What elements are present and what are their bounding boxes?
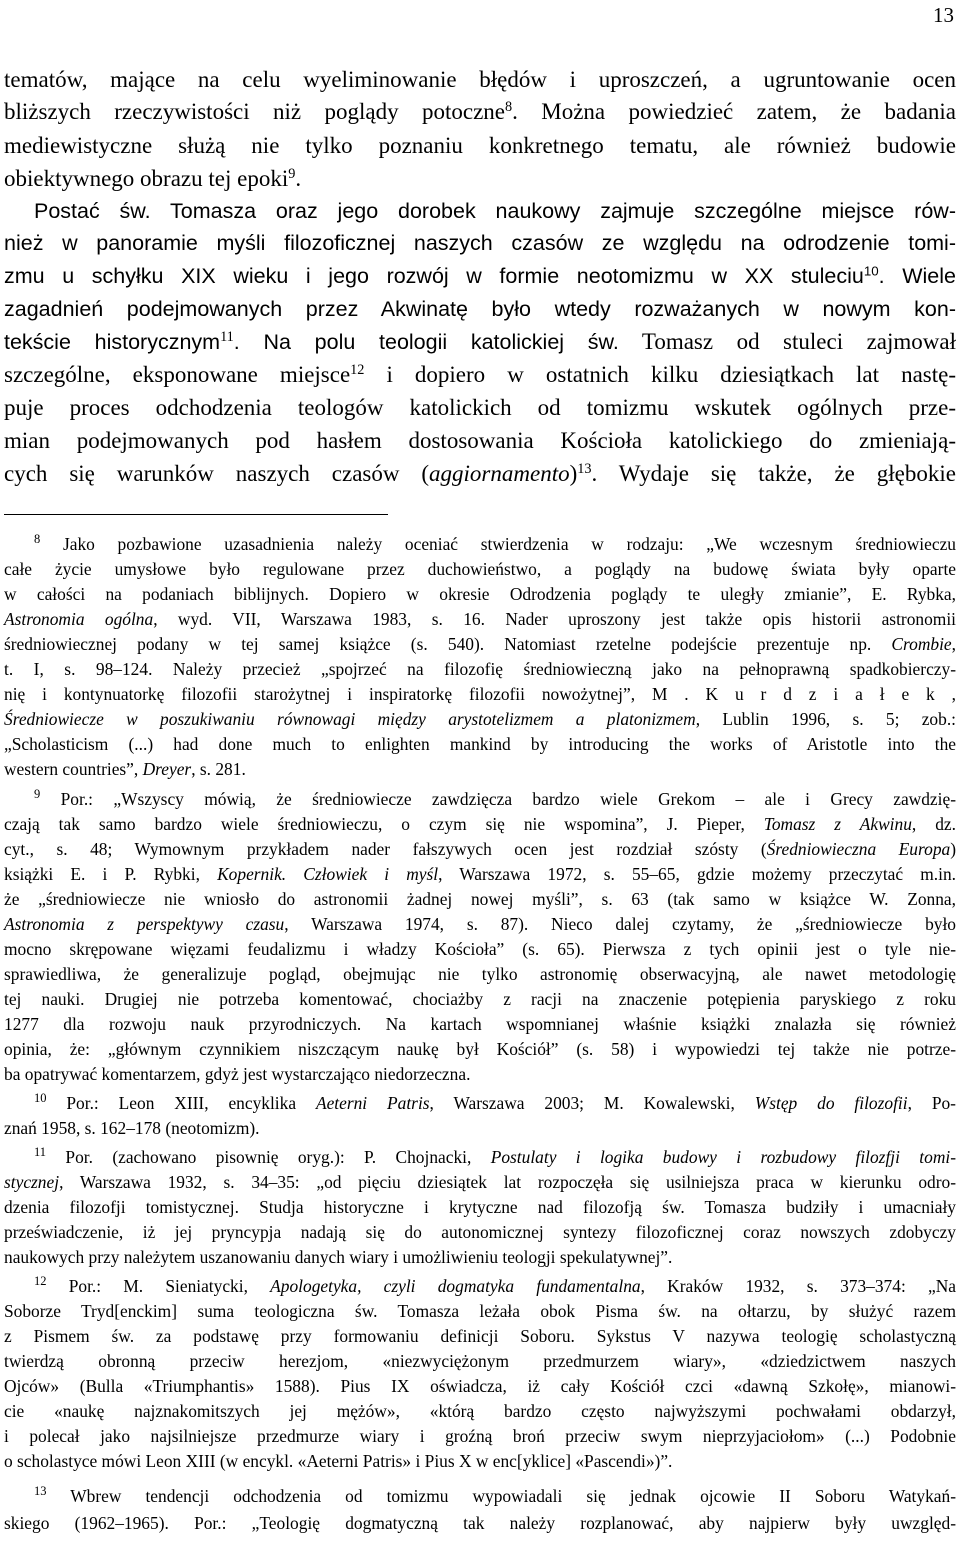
text-run: cych się warunków naszych czasów (: [4, 461, 430, 486]
footnote-line: [4, 658, 956, 681]
text-run: średniowiecznej podany w tej samej książce (s. 540). Natomiast rzetelne podejście prezentuje np.: [4, 634, 872, 654]
text-run: Por.: Leon XIII, encyklika: [66, 1093, 316, 1113]
text-run: Por. (zachowano pisownię oryg.): P. Chojnacki,: [65, 1147, 491, 1167]
text-run: , Warszawa 1972, s. 55–65, gdzie możemy przeczytać m.in.: [438, 864, 957, 884]
text-run: całe życie umysłowe było regulowane przez duchowieństwo, a poglądy na budowę świata były oparte: [4, 559, 956, 579]
footnote-line: [4, 758, 956, 781]
text-run: nię i kontynuatorkę filozofii starożytnej i inspiratorkę filozofii nowożytnej”, M . K u r d z i a ł e k ,: [4, 684, 956, 704]
body-line: [4, 359, 956, 390]
footnote-ref: 10: [863, 263, 879, 279]
italic-title: Średniowieczna Europa: [766, 839, 951, 859]
body-line: [34, 196, 956, 227]
text-run: Postać św. Tomasza oraz jego dorobek naukowy zajmuje szczególne miejsce rów-: [34, 199, 956, 223]
text-run: , Warszawa 1932, s. 34–35: „od pięciu dziesiątek lat rozpoczęła się usilniejsza praca w kierunku odro-: [59, 1172, 956, 1192]
footnote-line: [4, 1300, 956, 1323]
page-number: 13: [933, 3, 954, 27]
footnote-line: [4, 1375, 956, 1398]
italic-title: stycznej: [4, 1172, 60, 1192]
body-line: [4, 130, 956, 161]
text-run: tematów, mające na celu wyeliminowanie błędów i uproszczeń, a ugruntowanie ocen: [4, 67, 956, 92]
text-run: . Wiele: [878, 264, 956, 288]
text-run: zagadnień podejmowanych przez Akwinatę było wtedy rozważanych w nowym kon-: [4, 297, 956, 321]
text-run: ): [569, 461, 578, 486]
text-run: o scholastyce mówi Leon XIII (w encykl. «Aeterni Patris» i Pius X w enc[yklice] «Pascendi»)”.: [4, 1451, 673, 1471]
text-run: w całości na podaniach biblijnych. Dopiero w okresie Odrodzenia poglądy te uległy zmianie”, E. Rybka,: [4, 584, 956, 604]
footnote-11: 11 Por. (zachowano pisownię oryg.): P. Chojnacki, Postulaty i logika budowy i rozbudowy filozfji tomi-: [34, 1145, 957, 1167]
footnote-line: [4, 1013, 956, 1036]
text-run: skiego (1962–1965). Por.: „Teologię dogmatyczną tak należy rozplanować, aby najpierw były uwzględ-: [4, 1513, 956, 1533]
body-line: [4, 228, 956, 259]
text-run: nież w panoramie myśli filozoficznej naszych czasów ze względu na odrodzenie tomi-: [4, 231, 956, 255]
footnote-line: [4, 1512, 956, 1535]
footnote-8: 8 Jako pozbawione uzasadnienia należy oceniać stwierdzenia w rodzaju: „We wczesnym średniowieczu: [34, 532, 956, 554]
italic-title: Tomasz z Akwinu: [763, 814, 912, 834]
text-run: opinia, że: „głównym czynnikiem niszczącym naukę był Kościół” (s. 58) i wypowiedzi tej także nie potrze-: [4, 1039, 956, 1059]
text-run: Tomasz od stuleci zajmował: [618, 329, 956, 354]
footnote-ref: 12: [350, 362, 365, 379]
footnote-line: [4, 838, 956, 861]
footnote-line: [4, 633, 956, 656]
body-line: [4, 458, 956, 489]
text-run: 1277 dla rozwoju nauk przyrodniczych. Na kartach wspomnianej właśnie książki znalazła się również: [4, 1014, 956, 1034]
body-line: [4, 261, 956, 292]
text-run: . Na polu teologii katolickiej św.: [233, 330, 619, 354]
italic-title: Crombie: [891, 634, 952, 654]
text-run: western countries”,: [4, 759, 143, 779]
footnote-12: 12 Por.: M. Sieniatycki, Apologetyka, czyli dogmatyka fundamentalna, Kraków 1932, s. 373–374: „Na: [34, 1274, 956, 1296]
text-run: puje proces odchodzenia teologów katolickich od tomizmu wskutek ogólnych prze-: [4, 395, 956, 420]
footnote-line: [4, 813, 956, 836]
text-run: , dz.: [911, 814, 956, 834]
text-run: tej nauki. Drugiej nie potrzeba komentować, chociażby z racji na znaczenie potępienia paryskiego z roku: [4, 989, 956, 1009]
footnote-line: [4, 608, 956, 631]
footnote-line: [4, 1063, 956, 1086]
italic-title: Aeterni Patris: [315, 1093, 430, 1113]
text-run: ): [950, 839, 957, 859]
footnote-13: 13 Wbrew tendencji odchodzenia od tomizmu wypowiadali się jednak ojcowie II Soboru Watykań-: [34, 1484, 956, 1506]
text-run: dzenia filozofji tomistycznej. Studja historyczne i krytyczne nad filozofją św. Tomasza budziły i umacniały: [4, 1197, 956, 1217]
text-run: cie «naukę najznakomitszych jej mężów», «którą bardzo często najwyższymi pochwałami obdarzył,: [4, 1401, 956, 1421]
text-run: bliższych rzeczywistości niż poglądy potoczne: [4, 99, 506, 124]
text-run: , s. 281.: [191, 759, 246, 779]
italic-term: aggiornamento: [429, 461, 570, 486]
footnote-line: [4, 733, 956, 756]
text-run: i dopiero w ostatnich kilku dziesiątkach lat nastę-: [364, 362, 956, 387]
text-run: , Lublin 1996, s. 5; zob.:: [695, 709, 956, 729]
text-run: twierdzą obronną przeciw herezjom, «niezwyciężonym przedmurzem wiary», «dziedzictwem naszych: [4, 1351, 956, 1371]
footnote-line: [4, 1350, 956, 1373]
text-run: mediewistyczne służą nie tylko poznaniu konkretnego tematu, ale również budowie: [4, 133, 956, 158]
text-run: ba opatrywać komentarzem, gdyż jest wystarczająco niedorzeczna.: [4, 1064, 471, 1084]
text-run: . Można powiedzieć zatem, że badania: [512, 99, 957, 124]
text-run: że „średniowiecze nie wniosło do astronomii żadnej nowej myśli”, s. 63 (tak samo w książce W. Zonna,: [4, 889, 956, 909]
italic-title: Astronomia z perspektywy czasu: [4, 914, 285, 934]
text-run: przeświadczenie, iż jej pryncypja nadają się do autonomicznej syntezy filozoficznej coraz nowszych zdobyczy: [4, 1222, 956, 1242]
footnote-line: [4, 1400, 956, 1423]
text-run: i polecał jako najsilniejsze przedmurze wiary i groźną broń przeciw swym nieprzyjaciołom» (...) Podobnie: [4, 1426, 956, 1446]
text-run: zmu u schyłku XIX wieku i jego rozwój w formie neotomizmu w XX stuleciu: [4, 264, 864, 288]
footnote-line: [4, 1171, 956, 1194]
footnote-line: [4, 583, 956, 606]
footnote-ref: 13: [577, 461, 592, 478]
footnote-line: [4, 558, 956, 581]
body-line: [4, 294, 956, 325]
body-line: [4, 425, 956, 456]
text-run: Por.: M. Sieniatycki,: [68, 1276, 271, 1296]
footnote-line: [4, 1325, 956, 1348]
italic-title: Apologetyka, czyli dogmatyka fundamentalna: [270, 1276, 641, 1296]
italic-title: Astronomia ogólna: [4, 609, 154, 629]
footnote-line: [4, 863, 956, 886]
text-run: Por.: „Wszyscy mówią, że średniowiecze zawdzięcza bardzo wiele Grekom – ale i Grecy zawdzię-: [60, 789, 956, 809]
italic-title: Wstęp do filozofii: [754, 1093, 908, 1113]
text-run: . Wydaje się także, że głębokie: [591, 461, 956, 486]
italic-title: Średniowiecze w poszukiwaniu równowagi między arystotelizmem a platonizmem: [4, 709, 696, 729]
text-run: „Scholasticism (...) had done much to enlighten mankind by introducing the works of Aristotle into the: [4, 734, 956, 754]
text-run: mian podejmowanych pod hasłem dostosowania Kościoła katolickiego do zmieniają-: [4, 428, 956, 453]
text-run: czają tak samo bardzo wiele średniowieczu, o czym się nie wspomina”, J. Pieper,: [4, 814, 764, 834]
footnote-line: [4, 1038, 956, 1061]
text-run: znań 1958, s. 162–178 (neotomizm).: [4, 1118, 260, 1138]
body-line: [4, 96, 956, 127]
body-line: [4, 163, 956, 194]
footnote-9: 9 Por.: „Wszyscy mówią, że średniowiecze zawdzięcza bardzo wiele Grekom – ale i Grecy zawdzię-: [34, 787, 956, 809]
text-run: książki E. i P. Rybki,: [4, 864, 218, 884]
footnote-line: [4, 988, 956, 1011]
footnote-line: [4, 1221, 956, 1244]
text-run: t. I, s. 98–124. Należy przecież „spojrzeć na filozofię średniowieczną jako na pełnoprawną spadkobierczy-: [4, 659, 956, 679]
body-line: [4, 326, 956, 358]
footnote-line: [4, 708, 956, 731]
text-run: , Kraków 1932, s. 373–374: „Na: [640, 1276, 956, 1296]
text-run: , wyd. VII, Warszawa 1983, s. 16. Nader uproszony jest także opis historii astronomii: [153, 609, 956, 629]
footnote-line: [4, 1246, 956, 1269]
text-run: obiektywnego obrazu tej epoki: [4, 166, 289, 191]
text-run: Wbrew tendencji odchodzenia od tomizmu wypowiadali się jednak ojcowie II Soboru Watykań-: [70, 1486, 956, 1506]
footnote-ref: 8: [505, 99, 513, 116]
footnote-ref: 11: [220, 329, 234, 346]
text-run: mocno skrępowane więzami feudalizmu i władzy Kościoła” (s. 65). Pierwsza z tych opinii jest o tyle nie-: [4, 939, 956, 959]
text-run: ,: [951, 634, 956, 654]
footnote-line: [4, 913, 956, 936]
text-run: tekście historycznym: [4, 330, 221, 354]
text-run: .: [295, 166, 302, 191]
text-run: szczególne, eksponowane miejsce: [4, 362, 351, 387]
text-run: z Pismem św. za podstawę przy formowaniu definicji Soboru. Sykstus V nazywa teologię scholastyczną: [4, 1326, 956, 1346]
footnote-separator: [4, 514, 388, 515]
footnote-line: [4, 888, 956, 911]
footnote-line: [4, 1117, 956, 1140]
italic-title: Dreyer: [142, 759, 192, 779]
body-line: [4, 392, 956, 423]
text-run: , Po-: [907, 1093, 956, 1113]
footnote-line: [4, 683, 956, 706]
text-run: Jako pozbawione uzasadnienia należy oceniać stwierdzenia w rodzaju: „We wczesnym średniowieczu: [62, 534, 956, 554]
footnote-10: 10 Por.: Leon XIII, encyklika Aeterni Patris, Warszawa 2003; M. Kowalewski, Wstęp do filozofii, Po-: [34, 1091, 956, 1113]
text-run: , Warszawa 1974, s. 87). Nieco dalej czytamy, że „średniowiecze było: [284, 914, 956, 934]
footnote-line: [4, 1425, 956, 1448]
italic-title: Kopernik. Człowiek i myśl: [217, 864, 439, 884]
text-run: cyt., s. 48; Wymownym przykładem nader fałszywych ocen jest rozdział szósty (: [4, 839, 767, 859]
text-run: sprawiedliwa, że generalizuje pogląd, obejmując nie tylko astronomię obserwacyjną, ale nawet metodologię: [4, 964, 956, 984]
footnote-line: [4, 1450, 956, 1473]
text-run: Ojców» (Bulla «Triumphantis» 1588). Pius IX oświadcza, iż cały Kościół czci «dawną Szkołę», mianowi-: [4, 1376, 956, 1396]
footnote-line: [4, 938, 956, 961]
body-line: [4, 64, 956, 95]
text-run: naukowych przy należytem uszanowaniu danych wiary i umożliwieniu teologji spekulatywnej”.: [4, 1247, 673, 1267]
text-run: Soborze Tryd[enckim] suma teologiczna św. Tomasza leżała obok Pisma św. na ołtarzu, by służyć razem: [4, 1301, 956, 1321]
footnote-line: [4, 1196, 956, 1219]
text-run: , Warszawa 2003; M. Kowalewski,: [429, 1093, 755, 1113]
footnote-ref: 9: [288, 166, 296, 183]
footnote-line: [4, 963, 956, 986]
italic-title: Postulaty i logika budowy i rozbudowy filozfji tomi-: [490, 1147, 957, 1167]
